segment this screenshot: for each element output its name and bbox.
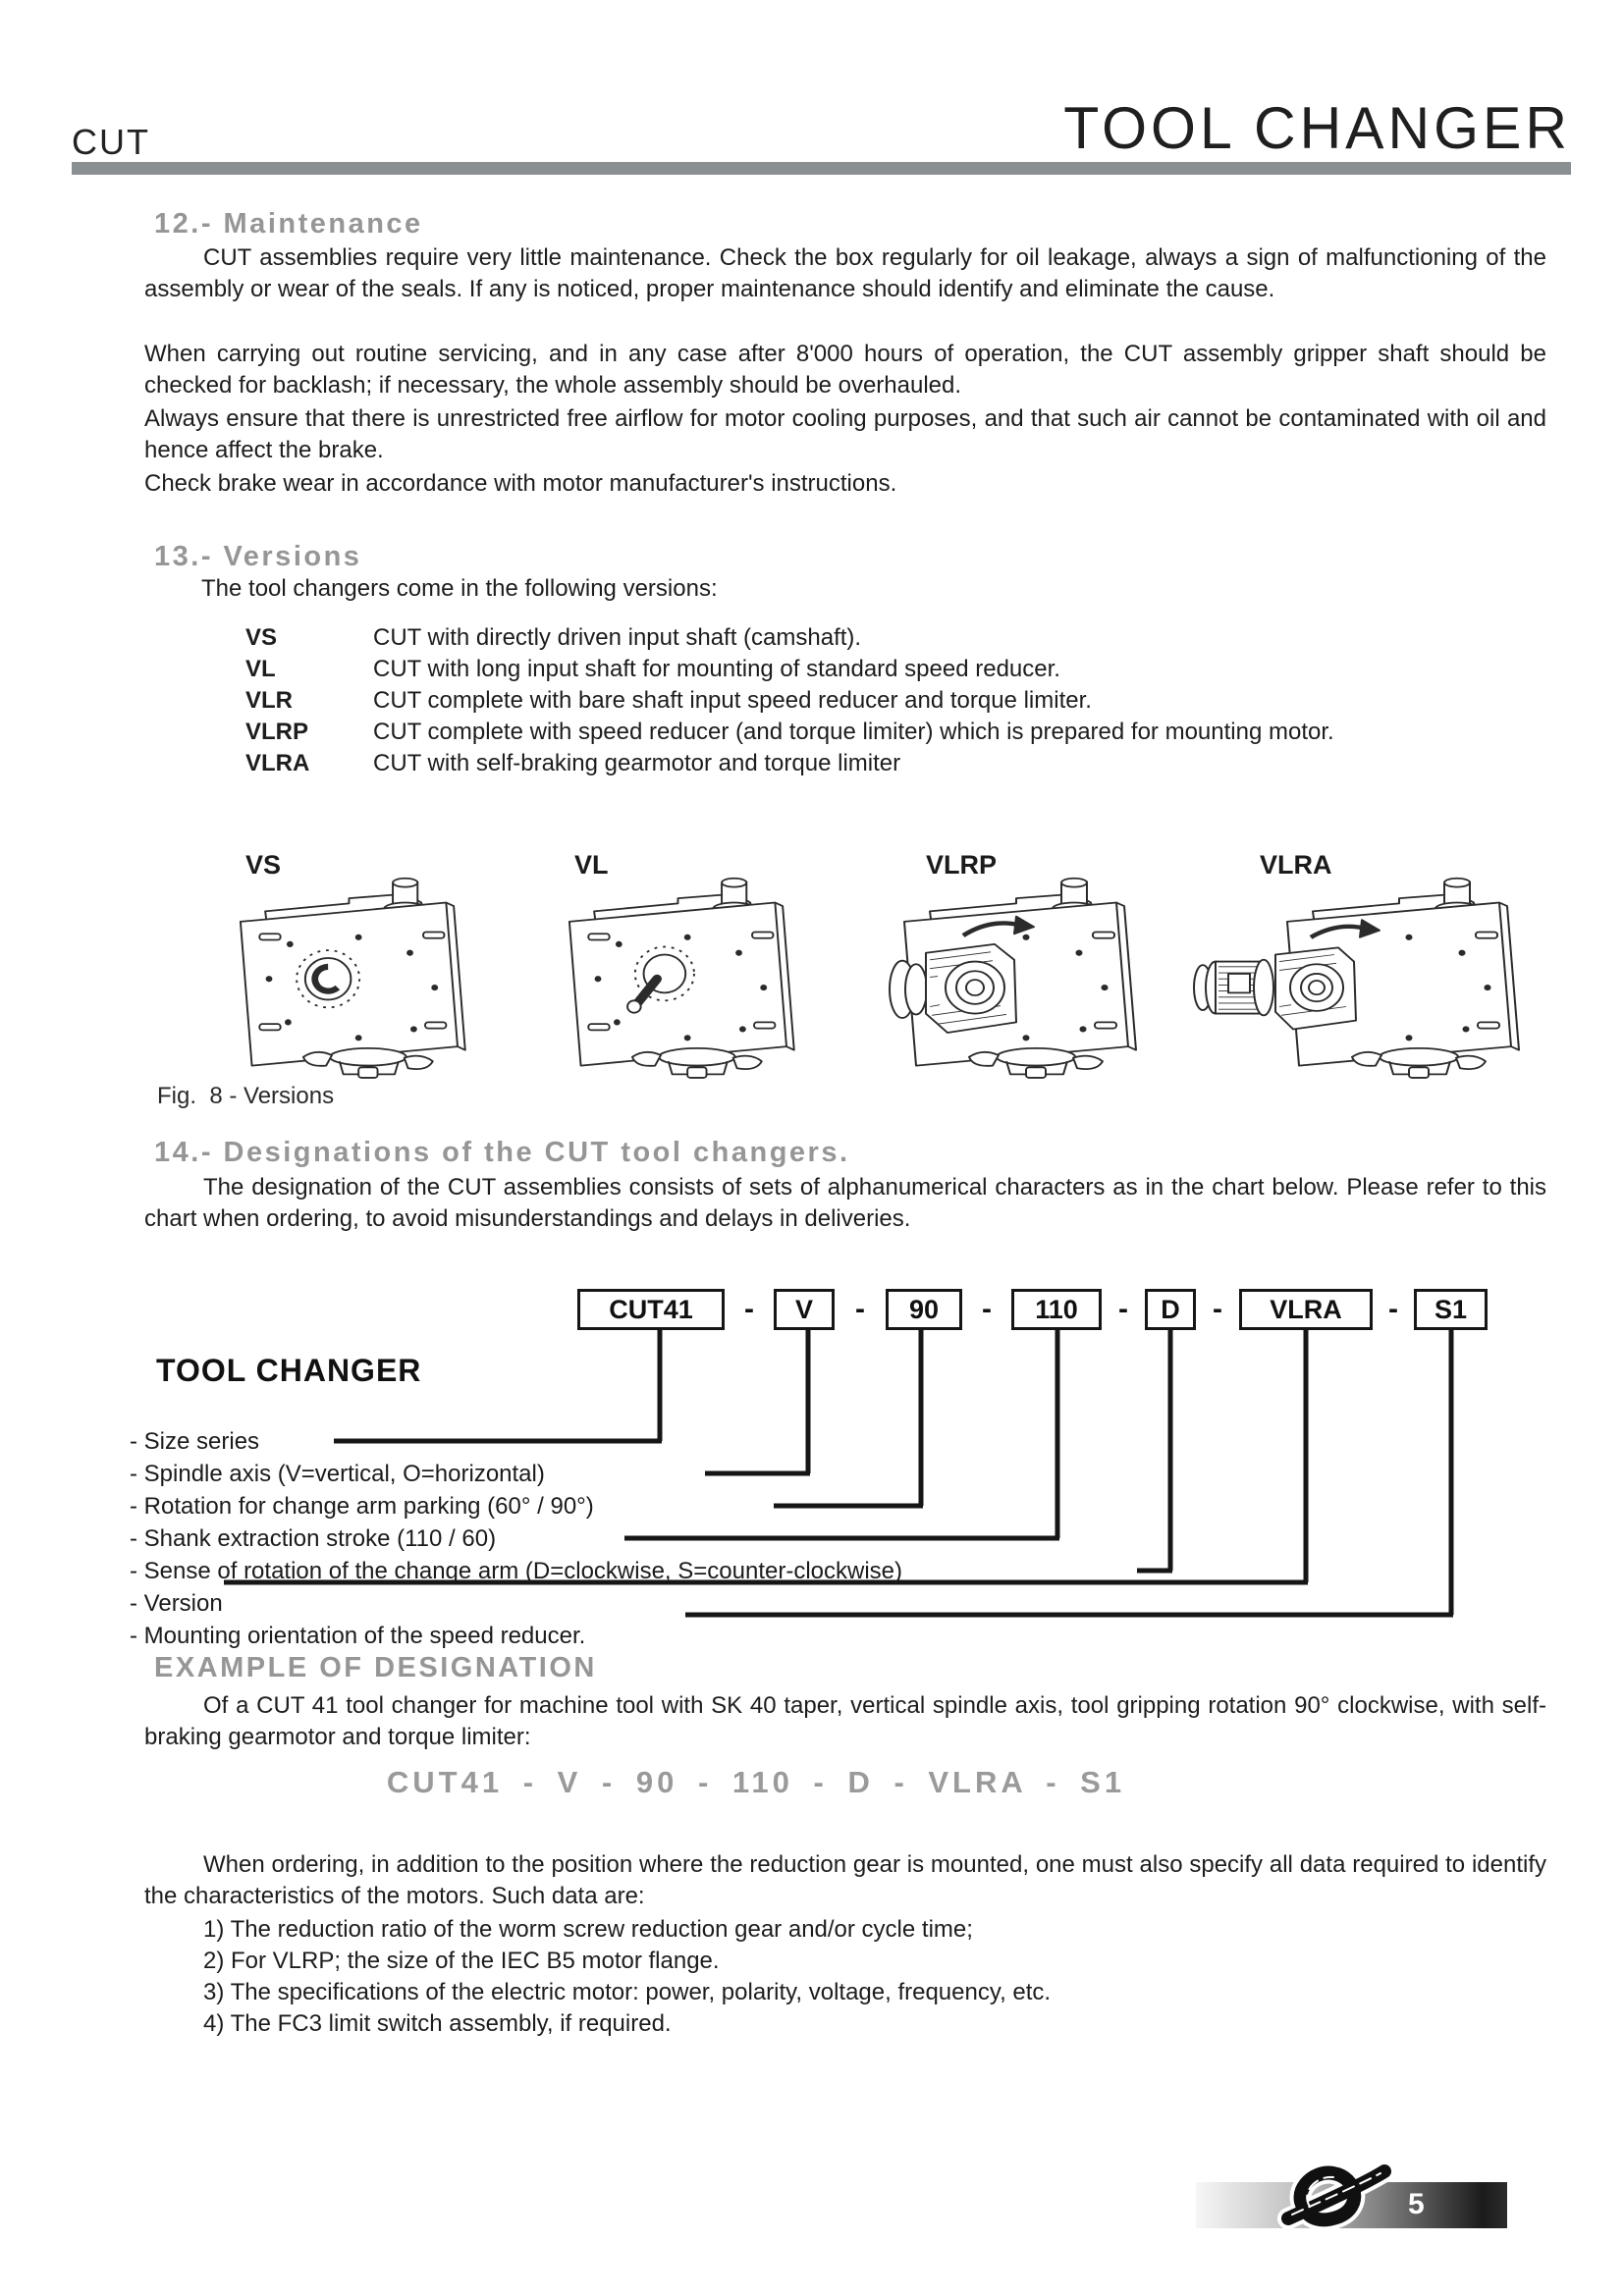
designation-dash: -: [1118, 1293, 1128, 1325]
page-number: 5: [1408, 2188, 1425, 2220]
section-heading-example: EXAMPLE OF DESIGNATION: [154, 1652, 597, 1683]
figure-caption: Fig. 8 - Versions: [157, 1083, 335, 1109]
designation-dash: -: [1213, 1293, 1222, 1325]
versions-intro: The tool changers come in the following versions:: [201, 575, 718, 602]
section-heading-versions: 13.- Versions: [154, 541, 362, 572]
legend-size-series: - Size series: [130, 1428, 260, 1455]
version-code: VLRP: [245, 719, 309, 745]
version-description: CUT with directly driven input shaft (camshaft).: [373, 624, 862, 651]
ordering-item-2: 2) For VLRP; the size of the IEC B5 motor flange.: [203, 1948, 720, 1974]
section-heading-maintenance: 12.- Maintenance: [154, 208, 423, 240]
version-description: CUT complete with bare shaft input speed reducer and torque limiter.: [373, 687, 1092, 714]
designation-dash: -: [1388, 1293, 1398, 1325]
chart-row-label: TOOL CHANGER: [156, 1353, 422, 1388]
legend-spindle-axis: - Spindle axis (V=vertical, O=horizontal): [130, 1461, 545, 1487]
designation-box-version: VLRA: [1239, 1289, 1373, 1330]
page-title: TOOL CHANGER: [1063, 95, 1571, 162]
version-code: VLRA: [245, 750, 310, 776]
header-rule: [72, 162, 1571, 175]
figure-panel-label-vlra: VLRA: [1260, 850, 1332, 880]
ordering-item-3: 3) The specifications of the electric motor: power, polarity, voltage, frequency, etc.: [203, 1979, 1052, 2005]
version-code: VL: [245, 656, 276, 682]
vs-tool-changer-illustration: [206, 877, 520, 1085]
ordering-item-1: 1) The reduction ratio of the worm screw reduction gear and/or cycle time;: [203, 1916, 973, 1943]
legend-mounting: - Mounting orientation of the speed reducer.: [130, 1623, 586, 1649]
maintenance-paragraph-4: Check brake wear in accordance with motor manufacturer's instructions.: [144, 470, 897, 497]
legend-shank-stroke: - Shank extraction stroke (110 / 60): [130, 1525, 497, 1552]
designation-box-stroke: 110: [1011, 1289, 1102, 1330]
example-designation-code: CUT41 - V - 90 - 110 - D - VLRA - S1: [386, 1765, 1126, 1799]
designation-box-rotation: 90: [886, 1289, 962, 1330]
vl-tool-changer-illustration: [535, 877, 849, 1085]
legend-version: - Version: [130, 1590, 223, 1617]
designation-box-size: CUT41: [577, 1289, 725, 1330]
vlra-tool-changer-illustration: [1193, 877, 1527, 1085]
ordering-paragraph: When ordering, in addition to the position where the reduction gear is mounted, one must also specify all data required to identify the characteristics of the motors. Such data are:: [144, 1851, 1546, 1909]
designations-paragraph: The designation of the CUT assemblies consists of sets of alphanumerical characters as in the chart below. Please refer to this chart when ordering, to avoid misunderstandings and delays in deliveries.: [144, 1174, 1546, 1232]
figure-panel-label-vs: VS: [245, 850, 282, 880]
maintenance-paragraph-3: Always ensure that there is unrestricted free airflow for motor cooling purposes, and that such air cannot be contaminated with oil and hence affect the brake.: [144, 405, 1546, 463]
version-description: CUT with long input shaft for mounting of standard speed reducer.: [373, 656, 1060, 682]
designation-box-sense: D: [1145, 1289, 1196, 1330]
legend-rotation: - Rotation for change arm parking (60° / 90°): [130, 1493, 594, 1520]
version-code: VS: [245, 624, 278, 651]
version-description: CUT with self-braking gearmotor and torque limiter: [373, 750, 901, 776]
section-heading-designations: 14.- Designations of the CUT tool changers.: [154, 1137, 850, 1168]
figure-panel-label-vlrp: VLRP: [926, 850, 998, 880]
version-code: VLR: [245, 687, 293, 714]
figure-panel-label-vl: VL: [574, 850, 609, 880]
designation-dash: -: [982, 1293, 992, 1325]
ordering-item-4: 4) The FC3 limit switch assembly, if required.: [203, 2010, 672, 2037]
maintenance-paragraph-2: When carrying out routine servicing, and in any case after 8'000 hours of operation, the CUT assembly gripper shaft should be checked for backlash; if necessary, the whole assembly should be overhauled.: [144, 341, 1546, 399]
vlrp-tool-changer-illustration: [869, 877, 1193, 1085]
designation-dash: -: [744, 1293, 754, 1325]
designation-box-axis: V: [774, 1289, 835, 1330]
version-description: CUT complete with speed reducer (and torque limiter) which is prepared for mounting motor.: [373, 719, 1334, 745]
designation-dash: -: [855, 1293, 865, 1325]
maintenance-paragraph-1: CUT assemblies require very little maintenance. Check the box regularly for oil leakage, always a sign of malfunctioning of the assembly or wear of the seals. If any is noticed, proper maintenance should identify and eliminate the cause.: [144, 244, 1546, 302]
example-paragraph: Of a CUT 41 tool changer for machine tool with SK 40 taper, vertical spindle axis, tool gripping rotation 90° clockwise, with self-braking gearmotor and torque limiter:: [144, 1692, 1546, 1750]
brand-logo-text: CUT: [72, 122, 150, 162]
designation-box-mounting: S1: [1414, 1289, 1488, 1330]
knot-logo-icon: [1272, 2158, 1400, 2236]
legend-sense: - Sense of rotation of the change arm (D=clockwise, S=counter-clockwise): [130, 1558, 903, 1584]
